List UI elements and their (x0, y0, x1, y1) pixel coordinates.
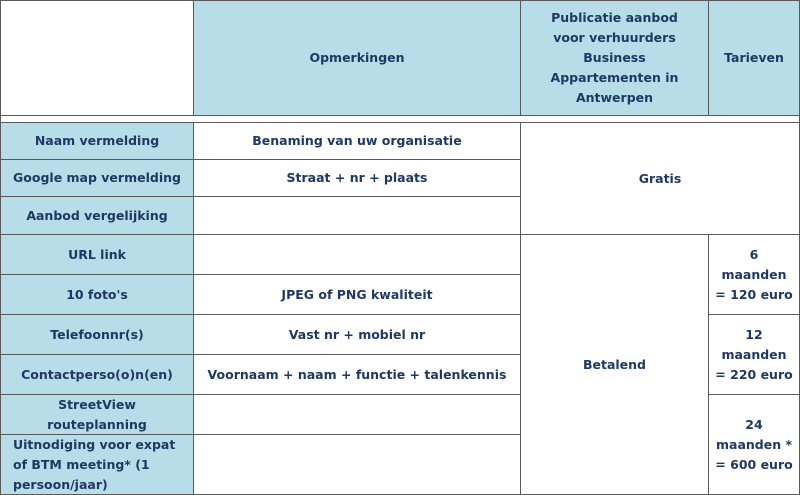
header-corner (0, 0, 194, 116)
row-label: 10 foto's (0, 274, 194, 315)
row-remark: Vast nr + mobiel nr (193, 314, 521, 355)
header-opmerkingen: Opmerkingen (193, 0, 521, 116)
tarief-6-maanden: 6 maanden = 120 euro (708, 234, 800, 315)
row-label: Naam vermelding (0, 122, 194, 160)
row-remark: JPEG of PNG kwaliteit (193, 274, 521, 315)
tarief-24-maanden: 24 maanden * = 600 euro (708, 394, 800, 495)
gratis-cell: Gratis (520, 122, 800, 235)
tarief-12-maanden: 12 maanden = 220 euro (708, 314, 800, 395)
row-remark: Voornaam + naam + functie + talenkennis (193, 354, 521, 395)
header-publicatie: Publicatie aanbod voor verhuurders Business Appartementen in Antwerpen (520, 0, 709, 116)
row-label: Uitnodiging voor expat of BTM meeting* (1 persoon/jaar) (0, 434, 194, 495)
row-label: Telefoonnr(s) (0, 314, 194, 355)
row-remark (193, 434, 521, 495)
row-remark (193, 394, 521, 435)
row-remark (193, 234, 521, 275)
row-label: Aanbod vergelijking (0, 196, 194, 235)
row-label: Contactperso(o)n(en) (0, 354, 194, 395)
row-label: Google map vermelding (0, 159, 194, 197)
row-remark (193, 196, 521, 235)
row-label: URL link (0, 234, 194, 275)
betalend-cell: Betalend (520, 234, 709, 495)
row-remark: Straat + nr + plaats (193, 159, 521, 197)
row-remark: Benaming van uw organisatie (193, 122, 521, 160)
row-label: StreetView routeplanning (0, 394, 194, 435)
header-tarieven: Tarieven (708, 0, 800, 116)
